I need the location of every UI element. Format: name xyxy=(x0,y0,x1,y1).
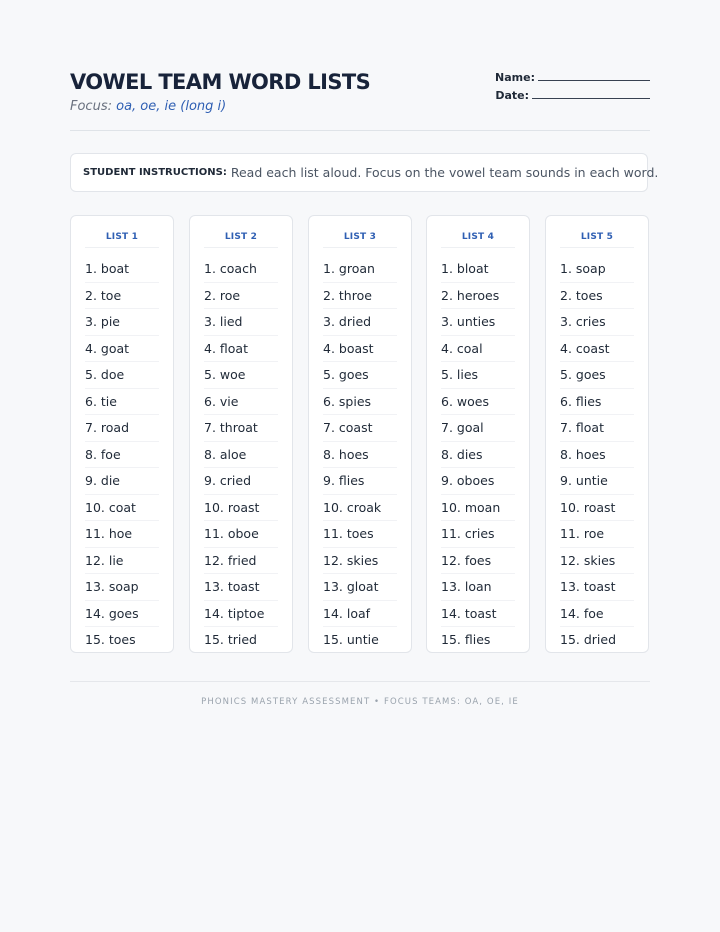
word-item: 10. roast xyxy=(204,496,278,522)
word-item: 5. woe xyxy=(204,363,278,389)
list-title: LIST 5 xyxy=(580,232,614,242)
list-title-divider xyxy=(204,247,278,248)
word-item: 13. toast xyxy=(204,575,278,601)
word-item: 8. hoes xyxy=(560,443,634,469)
word-item: 6. flies xyxy=(560,390,634,416)
focus-label: Focus: xyxy=(70,99,112,114)
word-item: 11. roe xyxy=(560,522,634,548)
word-item: 3. lied xyxy=(204,310,278,336)
word-item: 13. gloat xyxy=(323,575,397,601)
word-lists xyxy=(70,215,650,653)
word-item: 12. skies xyxy=(323,549,397,575)
word-item: 14. toast xyxy=(441,602,515,628)
focus-teams: oa, oe, ie (long i) xyxy=(116,99,227,114)
word-item: 9. oboes xyxy=(441,469,515,495)
word-item: 5. lies xyxy=(441,363,515,389)
word-item: 4. float xyxy=(204,337,278,363)
date-blank-line[interactable] xyxy=(532,88,650,99)
word-item: 1. boat xyxy=(85,257,159,283)
word-item: 5. goes xyxy=(323,363,397,389)
list-title-divider xyxy=(560,247,634,248)
word-item: 14. foe xyxy=(560,602,634,628)
word-item: 6. woes xyxy=(441,390,515,416)
word-item: 8. hoes xyxy=(323,443,397,469)
date-row xyxy=(495,88,650,102)
word-item: 11. hoe xyxy=(85,522,159,548)
word-item: 15. toes xyxy=(85,632,136,647)
list-title: LIST 3 xyxy=(343,232,377,242)
word-item: 1. groan xyxy=(323,257,397,283)
word-item: 1. soap xyxy=(560,257,634,283)
word-list xyxy=(560,257,634,654)
word-item: 14. loaf xyxy=(323,602,397,628)
word-item: 15. dried xyxy=(560,632,617,647)
word-item: 10. roast xyxy=(560,496,634,522)
word-item: 7. float xyxy=(560,416,634,442)
word-item: 8. foe xyxy=(85,443,159,469)
list-title: LIST 2 xyxy=(224,232,258,242)
word-item: 5. doe xyxy=(85,363,159,389)
word-item: 1. bloat xyxy=(441,257,515,283)
word-item: 2. toes xyxy=(560,284,634,310)
word-list-card xyxy=(426,215,530,653)
word-list xyxy=(323,257,397,654)
word-item: 10. coat xyxy=(85,496,159,522)
word-item: 9. cried xyxy=(204,469,278,495)
word-list xyxy=(441,257,515,654)
word-item: 13. loan xyxy=(441,575,515,601)
word-item: 11. toes xyxy=(323,522,397,548)
word-item: 9. untie xyxy=(560,469,634,495)
word-item: 12. skies xyxy=(560,549,634,575)
name-row xyxy=(495,70,650,84)
word-item: 7. road xyxy=(85,416,159,442)
name-blank-line[interactable] xyxy=(538,70,650,81)
word-item: 3. dried xyxy=(323,310,397,336)
focus-subtitle xyxy=(70,99,226,114)
word-item: 11. cries xyxy=(441,522,515,548)
header xyxy=(70,70,650,120)
list-title-divider xyxy=(85,247,159,248)
word-item: 2. toe xyxy=(85,284,159,310)
word-list-card xyxy=(545,215,649,653)
word-list-card xyxy=(308,215,412,653)
word-item: 10. moan xyxy=(441,496,515,522)
word-item: 6. spies xyxy=(323,390,397,416)
list-title: LIST 4 xyxy=(461,232,495,242)
word-item: 4. goat xyxy=(85,337,159,363)
word-item: 1. coach xyxy=(204,257,278,283)
footer-text: PHONICS MASTERY ASSESSMENT • FOCUS TEAMS: OA, OE, IE xyxy=(201,697,519,707)
instructions-box xyxy=(70,153,659,192)
word-item: 9. flies xyxy=(323,469,397,495)
word-item: 14. tiptoe xyxy=(204,602,278,628)
word-item: 6. vie xyxy=(204,390,278,416)
word-list xyxy=(85,257,159,654)
word-item: 5. goes xyxy=(560,363,634,389)
word-list-card xyxy=(70,215,174,653)
instructions-text: Read each list aloud. Focus on the vowel team sounds in each word. xyxy=(230,165,659,180)
list-title-divider xyxy=(441,247,515,248)
word-item: 11. oboe xyxy=(204,522,278,548)
word-item: 8. aloe xyxy=(204,443,278,469)
word-item: 3. unties xyxy=(441,310,515,336)
header-divider xyxy=(70,130,650,131)
word-item: 4. coal xyxy=(441,337,515,363)
page-title: VOWEL TEAM WORD LISTS xyxy=(70,70,371,94)
word-item: 13. soap xyxy=(85,575,159,601)
word-item: 7. throat xyxy=(204,416,278,442)
list-title: LIST 1 xyxy=(105,232,139,242)
word-item: 15. untie xyxy=(323,632,379,647)
word-item: 3. cries xyxy=(560,310,634,336)
word-item: 6. tie xyxy=(85,390,159,416)
word-item: 7. coast xyxy=(323,416,397,442)
word-item: 9. die xyxy=(85,469,159,495)
word-item: 4. coast xyxy=(560,337,634,363)
instructions-label: STUDENT INSTRUCTIONS: xyxy=(83,167,227,178)
word-item: 12. fried xyxy=(204,549,278,575)
footer-divider xyxy=(70,681,650,682)
word-item: 12. lie xyxy=(85,549,159,575)
date-label: Date: xyxy=(495,89,529,102)
word-item: 15. tried xyxy=(204,632,257,647)
word-item: 4. boast xyxy=(323,337,397,363)
word-item: 12. foes xyxy=(441,549,515,575)
word-item: 3. pie xyxy=(85,310,159,336)
word-item: 2. throe xyxy=(323,284,397,310)
word-item: 8. dies xyxy=(441,443,515,469)
word-list-card xyxy=(189,215,293,653)
word-item: 2. roe xyxy=(204,284,278,310)
word-item: 10. croak xyxy=(323,496,397,522)
word-item: 13. toast xyxy=(560,575,634,601)
name-label: Name: xyxy=(495,71,535,84)
word-item: 15. flies xyxy=(441,632,491,647)
word-item: 7. goal xyxy=(441,416,515,442)
word-list xyxy=(204,257,278,654)
word-item: 14. goes xyxy=(85,602,159,628)
word-item: 2. heroes xyxy=(441,284,515,310)
list-title-divider xyxy=(323,247,397,248)
